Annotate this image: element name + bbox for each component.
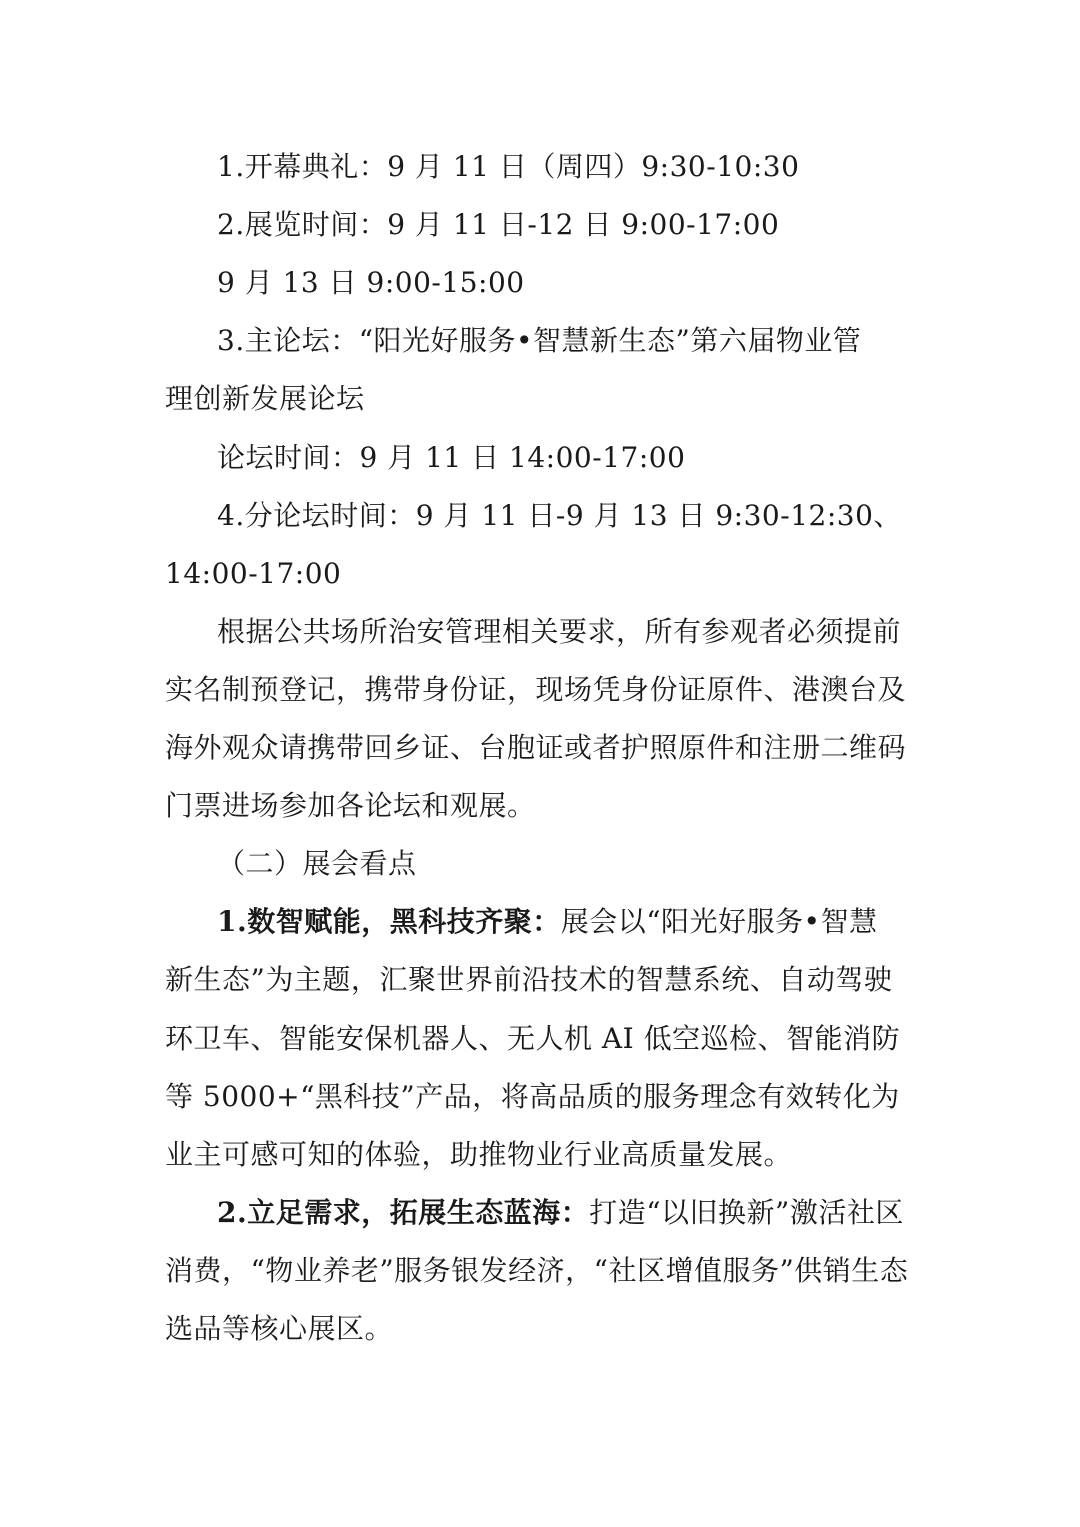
notice-line-3: 海外观众请携带回乡证、台胞证或者护照原件和注册二维码 (165, 731, 907, 764)
section-heading: （二）展会看点 (217, 847, 417, 880)
highlight-1-line-4: 等 5000+“黑科技”产品，将高品质的服务理念有效转化为 (165, 1080, 900, 1113)
highlight-1-line-1-text: 展会以“阳光好服务•智慧 (560, 905, 878, 938)
highlight-1-title: 1.数智赋能，黑科技齐聚： (217, 905, 561, 938)
highlight-1-line-5: 业主可感可知的体验，助推物业行业高质量发展。 (165, 1138, 793, 1171)
highlight-2-title: 2.立足需求，拓展生态蓝海： (217, 1196, 590, 1229)
notice-line-2: 实名制预登记，携带身份证，现场凭身份证原件、港澳台及 (165, 673, 907, 706)
highlight-1-line-1 (217, 904, 878, 940)
exhibition-time-line: 2.展览时间：9 月 11 日-12 日 9:00-17:00 (217, 208, 780, 241)
notice-line-4: 门票进场参加各论坛和观展。 (165, 789, 536, 822)
highlight-1-line-3: 环卫车、智能安保机器人、无人机 AI 低空巡检、智能消防 (165, 1022, 901, 1055)
forum-time-line: 论坛时间：9 月 11 日 14:00-17:00 (217, 441, 686, 474)
highlight-2-line-1-text: 打造“以旧换新”激活社区 (589, 1196, 904, 1229)
sub-forum-line-2: 14:00-17:00 (165, 557, 342, 590)
highlight-2-line-3: 选品等核心展区。 (165, 1312, 394, 1345)
main-forum-line-1: 3.主论坛：“阳光好服务•智慧新生态”第六届物业管 (217, 324, 862, 357)
main-forum-line-2: 理创新发展论坛 (165, 382, 365, 415)
highlight-2-line-1 (217, 1195, 904, 1231)
exhibition-time-line-2: 9 月 13 日 9:00-15:00 (217, 266, 525, 299)
highlight-2-line-2: 消费，“物业养老”服务银发经济，“社区增值服务”供销生态 (165, 1254, 909, 1287)
sub-forum-line-1: 4.分论坛时间：9 月 11 日-9 月 13 日 9:30-12:30、 (217, 499, 902, 532)
opening-ceremony-line: 1.开幕典礼：9 月 11 日（周四）9:30-10:30 (217, 150, 800, 183)
highlight-1-line-2: 新生态”为主题，汇聚世界前沿技术的智慧系统、自动驾驶 (165, 963, 893, 996)
notice-line-1: 根据公共场所治安管理相关要求，所有参观者必须提前 (217, 615, 902, 648)
